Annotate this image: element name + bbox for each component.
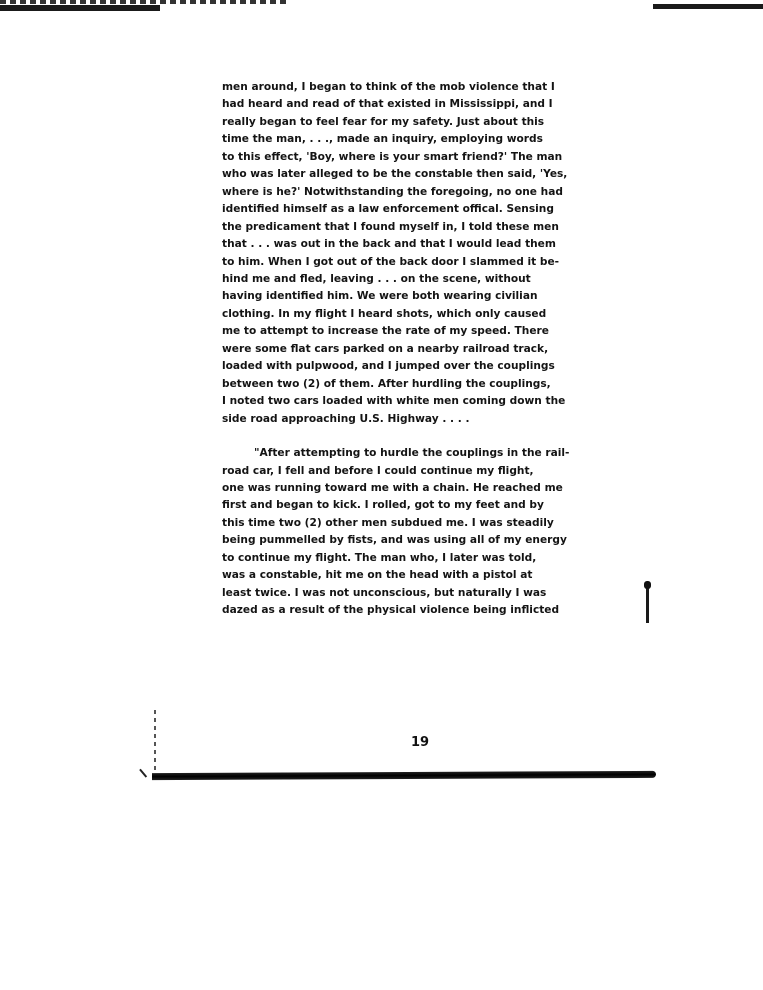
text-line: first and began to kick. I rolled, got to my feet and by (222, 499, 544, 512)
text-line: one was running toward me with a chain. He reached me (222, 481, 563, 494)
text-line: least twice. I was not unconscious, but naturally I was (222, 586, 547, 599)
text-line: were some flat cars parked on a nearby railroad track, (222, 342, 549, 355)
text-line: hind me and fled, leaving . . . on the scene, without (222, 272, 531, 285)
bottom-edge-rule (152, 771, 656, 780)
text-line: being pummelled by fists, and was using all of my energy (222, 534, 567, 547)
top-edge-dotted-rule (0, 0, 290, 4)
text-line: to him. When I got out of the back door I slammed it be- (222, 255, 560, 268)
page-number: 19 (411, 735, 430, 750)
text-line: clothing. In my flight I heard shots, which only caused (222, 307, 547, 320)
text-line: that . . . was out in the back and that I would lead them (222, 238, 556, 251)
text-line: had heard and read of that existed in Mississippi, and I (222, 98, 553, 111)
text-line: "After attempting to hurdle the couplings in the rail- (254, 447, 570, 460)
paragraph-1 (222, 79, 584, 428)
top-right-edge-rule (653, 4, 763, 9)
top-edge-rule (0, 5, 160, 11)
right-margin-mark (646, 585, 649, 623)
text-line: the predicament that I found myself in, I told these men (222, 220, 559, 233)
text-line: identified himself as a law enforcement offical. Sensing (222, 203, 554, 216)
text-line: was a constable, hit me on the head with a pistol at (222, 569, 533, 582)
paragraph-gap (222, 428, 584, 445)
text-line: I noted two cars loaded with white men coming down the (222, 395, 566, 408)
left-margin-binding-marks (154, 710, 156, 774)
text-line: to this effect, 'Boy, where is your smart friend?' The man (222, 150, 563, 163)
text-line: where is he?' Notwithstanding the foregoing, no one had (222, 185, 563, 198)
text-line: loaded with pulpwood, and I jumped over the couplings (222, 360, 555, 373)
text-line: having identified him. We were both wearing civilian (222, 290, 538, 303)
text-line: me to attempt to increase the rate of my speed. There (222, 325, 549, 338)
paragraph-2 (222, 445, 584, 620)
text-line: really began to feel fear for my safety. Just about this (222, 115, 545, 128)
text-line: road car, I fell and before I could continue my flight, (222, 464, 534, 477)
text-line: men around, I began to think of the mob violence that I (222, 81, 555, 93)
text-line: who was later alleged to be the constable then said, 'Yes, (222, 168, 568, 181)
document-body (222, 79, 584, 620)
text-line: between two (2) of them. After hurdling the couplings, (222, 377, 551, 390)
text-line: time the man, . . ., made an inquiry, employing words (222, 133, 543, 146)
text-line: to continue my flight. The man who, I later was told, (222, 551, 537, 564)
text-line: this time two (2) other men subdued me. I was steadily (222, 516, 554, 529)
text-line: dazed as a result of the physical violence being inflicted (222, 604, 560, 617)
text-line: side road approaching U.S. Highway . . . . (222, 412, 470, 425)
